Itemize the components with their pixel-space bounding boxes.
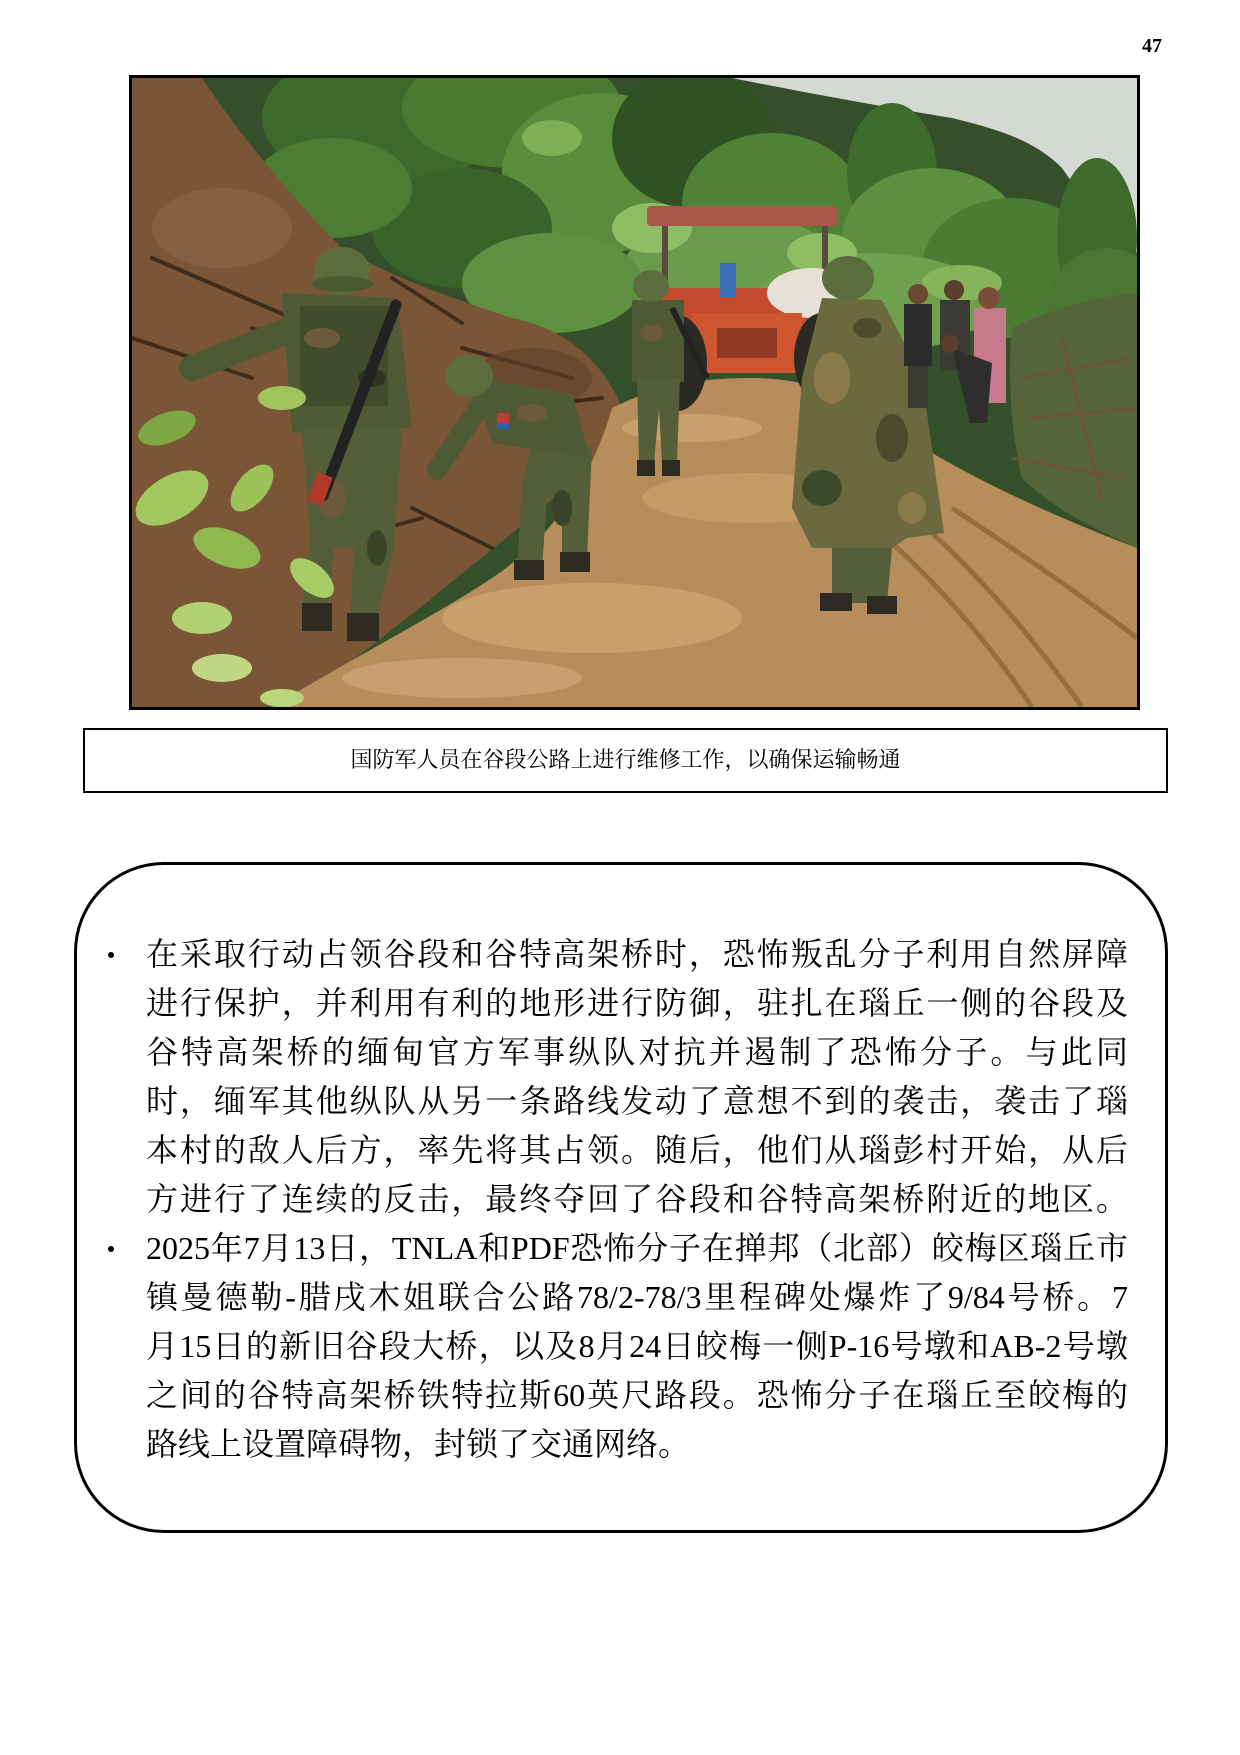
text-line: 谷特高架桥的缅甸官方军事纵队对抗并遏制了恐怖分子。与此同	[146, 1034, 1128, 1070]
text-line: 本村的敌人后方，率先将其占领。随后，他们从瑙彭村开始，从后	[146, 1132, 1128, 1168]
bullet-item	[77, 930, 1165, 1224]
text-line: 路线上设置障碍物，封锁了交通网络。	[146, 1426, 691, 1462]
road-repair-photo	[132, 78, 1137, 707]
text-line: 时，缅军其他纵队从另一条路线发动了意想不到的袭击，袭击了瑙	[146, 1083, 1128, 1119]
photo-caption: 国防军人员在谷段公路上进行维修工作，以确保运输畅通	[350, 747, 901, 773]
rounded-text-box	[74, 862, 1168, 1533]
page-number: 47	[1142, 35, 1162, 57]
photo-frame	[129, 75, 1140, 710]
text-line: 之间的谷特高架桥铁特拉斯60英尺路段。恐怖分子在瑙丘至皎梅的	[146, 1377, 1128, 1413]
text-line: 月15日的新旧谷段大桥，以及8月24日皎梅一侧P-16号墩和AB-2号墩	[146, 1328, 1128, 1364]
bullet-dot	[108, 952, 114, 958]
text-line: 2025年7月13日，TNLA和PDF恐怖分子在掸邦（北部）皎梅区瑙丘市	[146, 1230, 1128, 1266]
text-line: 进行保护，并利用有利的地形进行防御，驻扎在瑙丘一侧的谷段及	[146, 985, 1128, 1021]
bullet-item	[77, 1224, 1165, 1469]
bullet-dot	[108, 1246, 114, 1252]
text-line: 在采取行动占领谷段和谷特高架桥时，恐怖叛乱分子利用自然屏障	[146, 936, 1128, 972]
photo-caption-box	[83, 728, 1168, 793]
text-line: 镇曼德勒-腊戌木姐联合公路78/2-78/3里程碑处爆炸了9/84号桥。7	[146, 1279, 1128, 1315]
text-line: 方进行了连续的反击，最终夺回了谷段和谷特高架桥附近的地区。	[146, 1181, 1128, 1217]
